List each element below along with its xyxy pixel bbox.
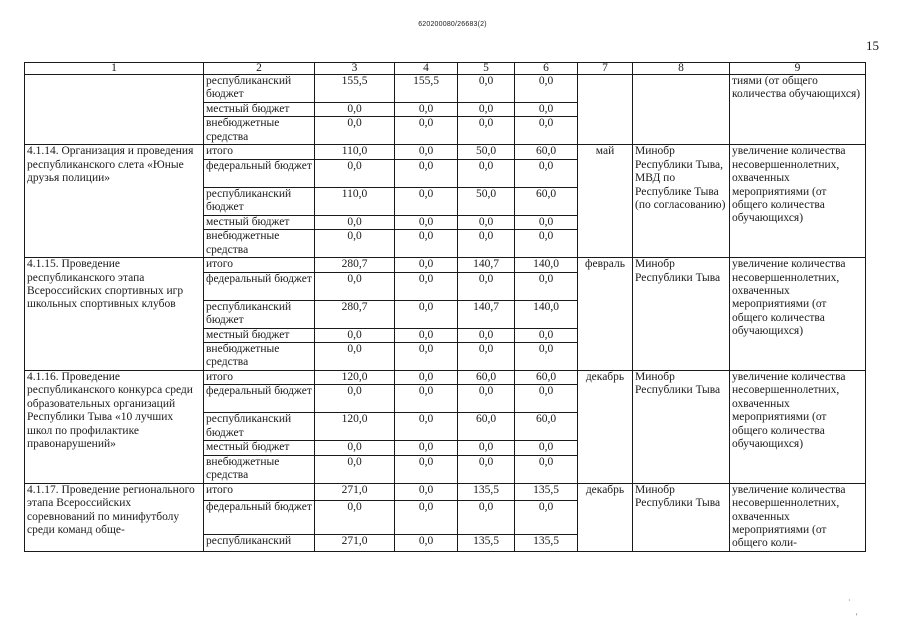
funding-source: местный бюджет [204, 328, 315, 342]
amount-c3: 120,0 [315, 371, 395, 385]
amount-c3: 120,0 [315, 413, 395, 441]
amount-c4: 0,0 [395, 103, 458, 117]
amount-c3: 155,5 [315, 75, 395, 103]
amount-c3: 0,0 [315, 501, 395, 535]
amount-c6: 0,0 [515, 501, 578, 535]
amount-c5: 0,0 [458, 328, 515, 342]
amount-c3: 0,0 [315, 159, 395, 187]
amount-c4: 0,0 [395, 413, 458, 441]
amount-c4: 0,0 [395, 300, 458, 328]
column-number: 8 [633, 63, 730, 75]
amount-c6: 60,0 [515, 413, 578, 441]
amount-c5: 0,0 [458, 501, 515, 535]
amount-c5: 60,0 [458, 371, 515, 385]
funding-source: внебюджетные средства [204, 117, 315, 145]
amount-c6: 0,0 [515, 272, 578, 300]
amount-c3: 0,0 [315, 328, 395, 342]
amount-c3: 0,0 [315, 441, 395, 455]
amount-c4: 0,0 [395, 343, 458, 371]
amount-c4: 0,0 [395, 145, 458, 159]
funding-source: местный бюджет [204, 215, 315, 229]
table-row [25, 75, 866, 103]
item-title: 4.1.14. Организация и проведения республиканского слета «Юные друзья полиции» [25, 145, 204, 258]
amount-c5: 0,0 [458, 441, 515, 455]
amount-c5: 0,0 [458, 117, 515, 145]
column-number: 5 [458, 63, 515, 75]
amount-c4: 0,0 [395, 230, 458, 258]
responsible-executor: Минобр Республики Тыва [633, 483, 730, 551]
table-row [25, 371, 866, 385]
deadline-month: декабрь [578, 371, 633, 484]
document-id: 620200080/26683(2) [418, 21, 487, 28]
expected-result: увеличение количества несовершеннолетних, охваченных мероприятиями (от общего количества обучающихся) [730, 258, 866, 371]
funding-source: федеральный бюджет [204, 501, 315, 535]
amount-c3: 110,0 [315, 145, 395, 159]
item-title-cell [25, 75, 204, 145]
amount-c4: 0,0 [395, 441, 458, 455]
amount-c4: 0,0 [395, 187, 458, 215]
page-number: 15 [866, 38, 879, 53]
amount-c4: 0,0 [395, 455, 458, 483]
column-number: 4 [395, 63, 458, 75]
amount-c3: 0,0 [315, 230, 395, 258]
amount-c6: 60,0 [515, 371, 578, 385]
funding-source: местный бюджет [204, 103, 315, 117]
column-number: 2 [204, 63, 315, 75]
item-title: 4.1.15. Проведение республиканского этапа Всероссийских спортивных игр школьных спортивных клубов [25, 258, 204, 371]
column-number: 1 [25, 63, 204, 75]
funding-source: итого [204, 145, 315, 159]
amount-c5: 0,0 [458, 343, 515, 371]
amount-c6: 0,0 [515, 117, 578, 145]
expected-result: увеличение количества несовершеннолетних, охваченных мероприятиями (от общего количества обучающихся) [730, 145, 866, 258]
header-row [25, 63, 866, 75]
amount-c4: 0,0 [395, 117, 458, 145]
amount-c4: 0,0 [395, 385, 458, 413]
amount-c4: 0,0 [395, 371, 458, 385]
table-row [25, 483, 866, 500]
amount-c6: 0,0 [515, 385, 578, 413]
funding-source: федеральный бюджет [204, 159, 315, 187]
amount-c6: 0,0 [515, 230, 578, 258]
amount-c6: 0,0 [515, 75, 578, 103]
funding-source: республиканский бюджет [204, 75, 315, 103]
program-table [24, 62, 866, 552]
column-number: 6 [515, 63, 578, 75]
item-title: 4.1.16. Проведение республиканского конкурса среди образовательных организаций Республики Тыва «10 лучших школ по профилактике правонарушений» [25, 371, 204, 484]
amount-c3: 110,0 [315, 187, 395, 215]
funding-source: республиканский бюджет [204, 413, 315, 441]
amount-c3: 271,0 [315, 483, 395, 500]
funding-source: федеральный бюджет [204, 385, 315, 413]
amount-c5: 0,0 [458, 75, 515, 103]
result-cell: тиями (от общего количества обучающихся) [730, 75, 866, 145]
amount-c6: 0,0 [515, 455, 578, 483]
deadline-month: май [578, 145, 633, 258]
amount-c5: 0,0 [458, 385, 515, 413]
amount-c5: 0,0 [458, 455, 515, 483]
amount-c3: 0,0 [315, 272, 395, 300]
amount-c3: 280,7 [315, 258, 395, 272]
month-cell [578, 75, 633, 145]
amount-c3: 0,0 [315, 455, 395, 483]
responsible-executor: Минобр Республики Тыва [633, 371, 730, 484]
amount-c3: 0,0 [315, 343, 395, 371]
amount-c4: 0,0 [395, 534, 458, 551]
amount-c4: 0,0 [395, 501, 458, 535]
responsible-executor: Минобр Республики Тыва [633, 258, 730, 371]
amount-c6: 140,0 [515, 300, 578, 328]
amount-c5: 50,0 [458, 187, 515, 215]
funding-source: федеральный бюджет [204, 272, 315, 300]
amount-c6: 60,0 [515, 145, 578, 159]
amount-c3: 280,7 [315, 300, 395, 328]
deadline-month: февраль [578, 258, 633, 371]
item-title: 4.1.17. Проведение регионального этапа Всероссийских соревнований по минифутболу среди команд обще- [25, 483, 204, 551]
amount-c4: 0,0 [395, 159, 458, 187]
amount-c3: 0,0 [315, 385, 395, 413]
amount-c4: 155,5 [395, 75, 458, 103]
amount-c4: 0,0 [395, 272, 458, 300]
funding-source: внебюджетные средства [204, 343, 315, 371]
funding-source: итого [204, 371, 315, 385]
funding-source: внебюджетные средства [204, 230, 315, 258]
column-number: 7 [578, 63, 633, 75]
amount-c6: 0,0 [515, 103, 578, 117]
scan-speck: · [848, 596, 851, 605]
executor-cell [633, 75, 730, 145]
amount-c5: 140,7 [458, 258, 515, 272]
expected-result: увеличение количества несовершеннолетних, охваченных мероприятиями (от общего коли- [730, 483, 866, 551]
amount-c5: 50,0 [458, 145, 515, 159]
amount-c4: 0,0 [395, 483, 458, 500]
amount-c6: 135,5 [515, 534, 578, 551]
amount-c6: 0,0 [515, 441, 578, 455]
amount-c3: 0,0 [315, 117, 395, 145]
funding-source: республиканский [204, 534, 315, 551]
funding-source: внебюджетные средства [204, 455, 315, 483]
amount-c3: 0,0 [315, 103, 395, 117]
amount-c5: 0,0 [458, 159, 515, 187]
column-number: 9 [730, 63, 866, 75]
scan-speck: ' [856, 612, 858, 621]
amount-c4: 0,0 [395, 215, 458, 229]
table-row [25, 145, 866, 159]
funding-source: республиканский бюджет [204, 187, 315, 215]
amount-c5: 135,5 [458, 483, 515, 500]
amount-c4: 0,0 [395, 328, 458, 342]
funding-source: итого [204, 258, 315, 272]
amount-c6: 140,0 [515, 258, 578, 272]
amount-c6: 0,0 [515, 343, 578, 371]
table-row [25, 258, 866, 272]
amount-c5: 0,0 [458, 103, 515, 117]
deadline-month: декабрь [578, 483, 633, 551]
amount-c6: 135,5 [515, 483, 578, 500]
amount-c5: 60,0 [458, 413, 515, 441]
funding-source: местный бюджет [204, 441, 315, 455]
amount-c5: 135,5 [458, 534, 515, 551]
amount-c5: 0,0 [458, 215, 515, 229]
funding-source: республиканский бюджет [204, 300, 315, 328]
amount-c6: 60,0 [515, 187, 578, 215]
amount-c6: 0,0 [515, 159, 578, 187]
responsible-executor: Минобр Республики Тыва, МВД по Республике Тыва (по согласованию) [633, 145, 730, 258]
amount-c3: 271,0 [315, 534, 395, 551]
funding-source: итого [204, 483, 315, 500]
amount-c4: 0,0 [395, 258, 458, 272]
amount-c6: 0,0 [515, 215, 578, 229]
amount-c3: 0,0 [315, 215, 395, 229]
amount-c5: 140,7 [458, 300, 515, 328]
column-number: 3 [315, 63, 395, 75]
amount-c5: 0,0 [458, 272, 515, 300]
expected-result: увеличение количества несовершеннолетних, охваченных мероприятиями (от общего количества обучающихся) [730, 371, 866, 484]
amount-c5: 0,0 [458, 230, 515, 258]
amount-c6: 0,0 [515, 328, 578, 342]
